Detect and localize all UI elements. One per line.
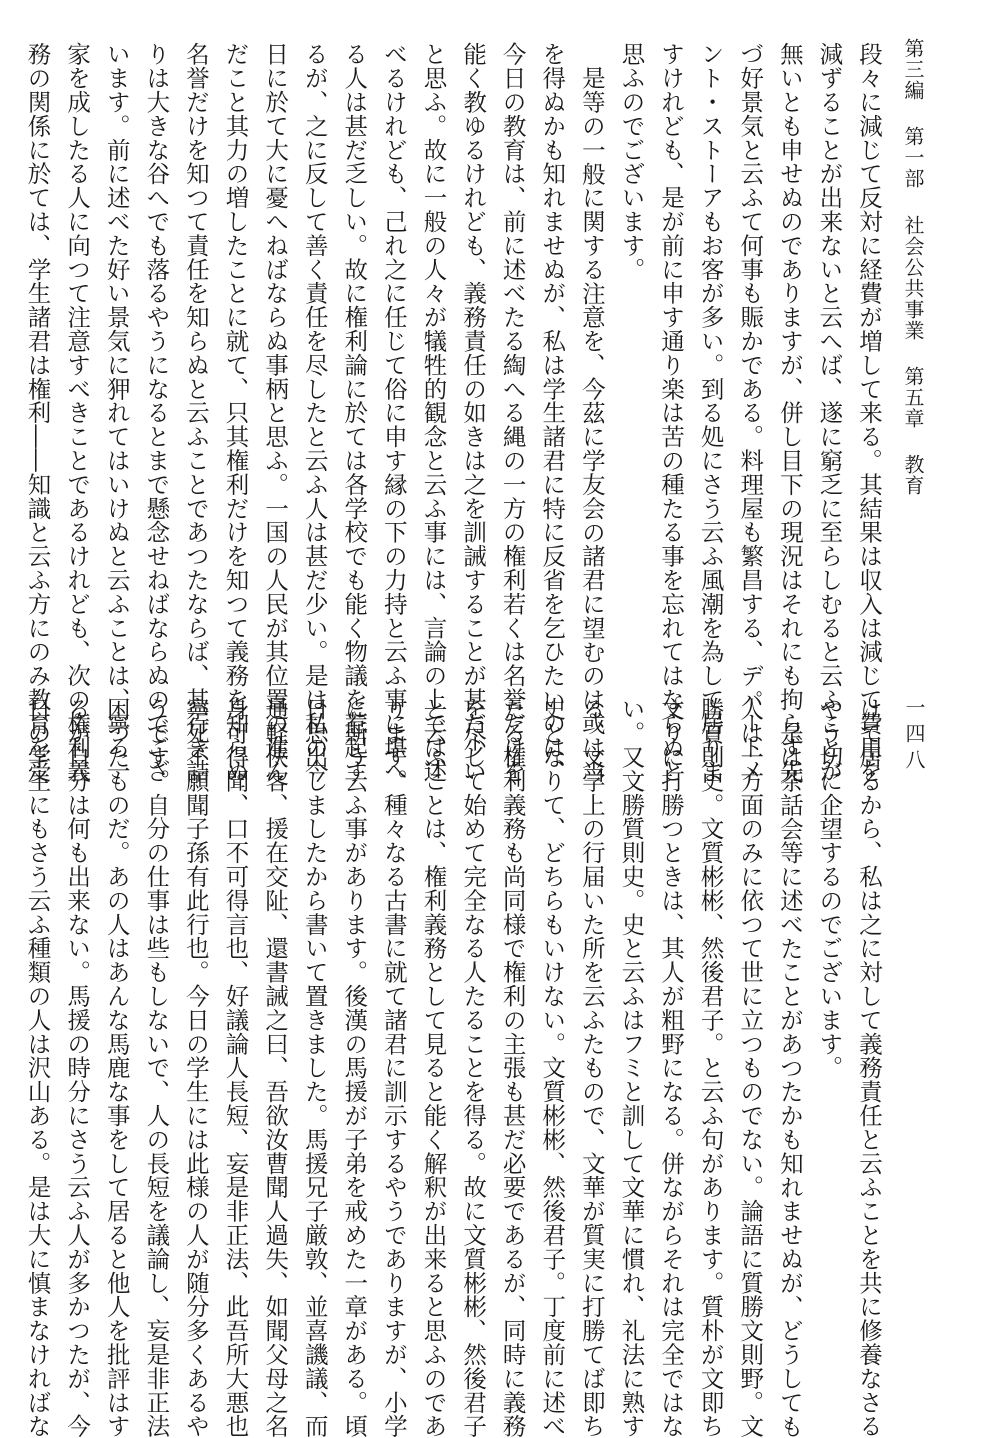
text-line: 務の関係に於ては、学生諸君は権利――知識と云ふ方にのみ教育を受 <box>23 42 52 783</box>
lower-text-block <box>23 697 888 1438</box>
text-line: 減ずることが出来ないと云へば、遂に窮乏に至らしむると云ふことが <box>815 42 844 783</box>
text-line: 文りに打勝つときは、其人が粗野になる。併ながらそれは完全ではな <box>657 697 686 1438</box>
header-chapter: 第五章 <box>901 366 925 430</box>
text-line: 通軽俠客、援在交阯、還書誡之曰、吾欲汝曹聞人過失、如聞父母之名 <box>261 697 290 1438</box>
text-line: と思ふ。故に一般の人々が犠牲的観念と云ふ事には、言論の上では述 <box>419 42 448 783</box>
text-line: 段々に減じて反対に経費が増して来る。其結果は収入は減じて費用を <box>855 42 883 783</box>
text-line: 勝質則史。文質彬彬、然後君子。と云ふ句があります。質朴が文即ち <box>696 697 725 1438</box>
text-line: 困つたものだ。あの人はあんな馬鹿な事をして居ると他人を批評はす <box>102 697 131 1438</box>
text-line: い。又文勝質則史。史と云ふはフミと訓して文華に慣れ、礼法に熟す <box>617 697 646 1438</box>
text-line: を尽して始めて完全なる人たることを得る。故に文質彬彬、然後君子 <box>459 697 488 1438</box>
text-line: る人は甚だ乏しい。故に権利論に於ては各学校でも能く物議を惹起す <box>340 42 369 783</box>
text-line: 是は茶話会等に述べたことがあつたかも知れませぬが、どうしても <box>775 721 804 1438</box>
text-line: だこと其力の増したことに就て、只其権利だけを知つて義務を知らぬ <box>221 42 250 783</box>
text-line: る、文学上の行届いた所を云ふたもので、文華が質実に打勝てば即ち <box>577 697 606 1438</box>
text-line: を得ぬかも知れませぬが、私は学生諸君に特に反省を乞ひたいのは、 <box>538 42 567 783</box>
text-line: べるけれども、己れ之に任じて俗に申す縁の下の力持と云ふ事に堪へ <box>379 42 408 783</box>
text-line: づ好景気と云ふて何事も賑かである。料理屋も繁昌する、デパートメ <box>736 42 765 783</box>
text-line: います。前に述べた好い景気に狎れてはいけぬと云ふことは、寧ろ一 <box>102 42 131 783</box>
text-line: 日思出しましたから書いて置きました。馬援兄子厳敦、並喜譏議、而 <box>300 697 329 1438</box>
running-header <box>893 38 933 658</box>
text-line: ント・ストーアもお客が多い。到る処にさう云ふ風潮を為して居りま <box>696 42 725 783</box>
text-line: 無いとも申せぬのでありますが、併し目下の現況はそれにも拘らず先 <box>775 42 804 783</box>
page-number: 一四八 <box>902 697 926 775</box>
text-line: すけれども、是が前に申す通り楽は苦の種たる事を忘れてはならぬと <box>657 42 686 783</box>
text-line: 名誉だけを知つて責任を知らぬと云ふことであつたならば、其行き詰 <box>181 42 210 783</box>
text-line: けて居るから、私は之に対して義務責任と云ふことを共に修養なさる <box>855 697 883 1438</box>
text-line: 寧死不願聞子孫有此行也。今日の学生には此様の人が随分多くあるや <box>181 697 210 1438</box>
text-line: に斯う云ふ事があります。後漢の馬援が子弟を戒めた一章がある。頃 <box>340 697 369 1438</box>
text-line: るが自分は何も出来ない。馬援の時分にさう云ふ人が多かつたが、今 <box>63 697 92 1438</box>
text-line: 是等の一般に関する注意を、今茲に学友会の諸君に望むのは或は当 <box>577 66 606 783</box>
text-line: りは大きな谷へでも落るやうになるとまで懸念せねばならぬのでござ <box>142 42 171 783</box>
header-part: 第三編 <box>901 38 925 101</box>
header-section: 第一部 <box>901 126 925 190</box>
text-line: うです。自分の仕事は些もしないで、人の長短を議論し、妄是非正法 <box>142 697 171 1438</box>
text-line: 人は一方面のみに依つて世に立つものでない。論語に質勝文則野。文 <box>736 697 765 1438</box>
text-line: やう切に企望するのでございます。 <box>815 697 844 1080</box>
header-title: 教育 <box>901 454 925 497</box>
text-line: 日の学生にもさう云ふ種類の人は沢山ある。是は大に慎まなければな <box>23 697 52 1438</box>
text-line: たる権利義務も尚同様で権利の主張も甚だ必要であるが、同時に義務 <box>498 697 527 1438</box>
text-line: るが、之に反して善く責任を尽したと云ふ人は甚だ少い。是は私の今 <box>300 42 329 783</box>
text-line: 思ふのでございます。 <box>617 42 646 281</box>
text-line: 身可得聞、口不可得言也、好議論人長短、妄是非正法、此吾所大悪也 <box>221 697 250 1438</box>
upper-text-block <box>23 42 888 783</box>
text-line: と云ふことは、権利義務として見ると能く解釈が出来ると思ふのであ <box>419 697 448 1438</box>
text-line: 史となりて、どちらもいけない。文質彬彬、然後君子。丁度前に述べ <box>538 697 567 1438</box>
text-line: ります。種々なる古書に就て諸君に訓示するやうでありますが、小学 <box>379 697 408 1438</box>
text-line: 日に於て大に憂へねばならぬ事柄と思ふ。一国の人民が其位置の進ん <box>261 42 290 783</box>
text-line: 家を成したる人に向つて注意すべきことであるけれども、次の権利義 <box>63 42 92 783</box>
text-line: 能く教ゆるけれども、義務責任の如きは之を訓誡することが甚だ少い <box>459 42 488 783</box>
text-line: 今日の教育は、前に述べたる綯へる縄の一方の権利若くは名誉だけを <box>498 42 527 783</box>
header-subject: 社会公共事業 <box>901 214 925 341</box>
